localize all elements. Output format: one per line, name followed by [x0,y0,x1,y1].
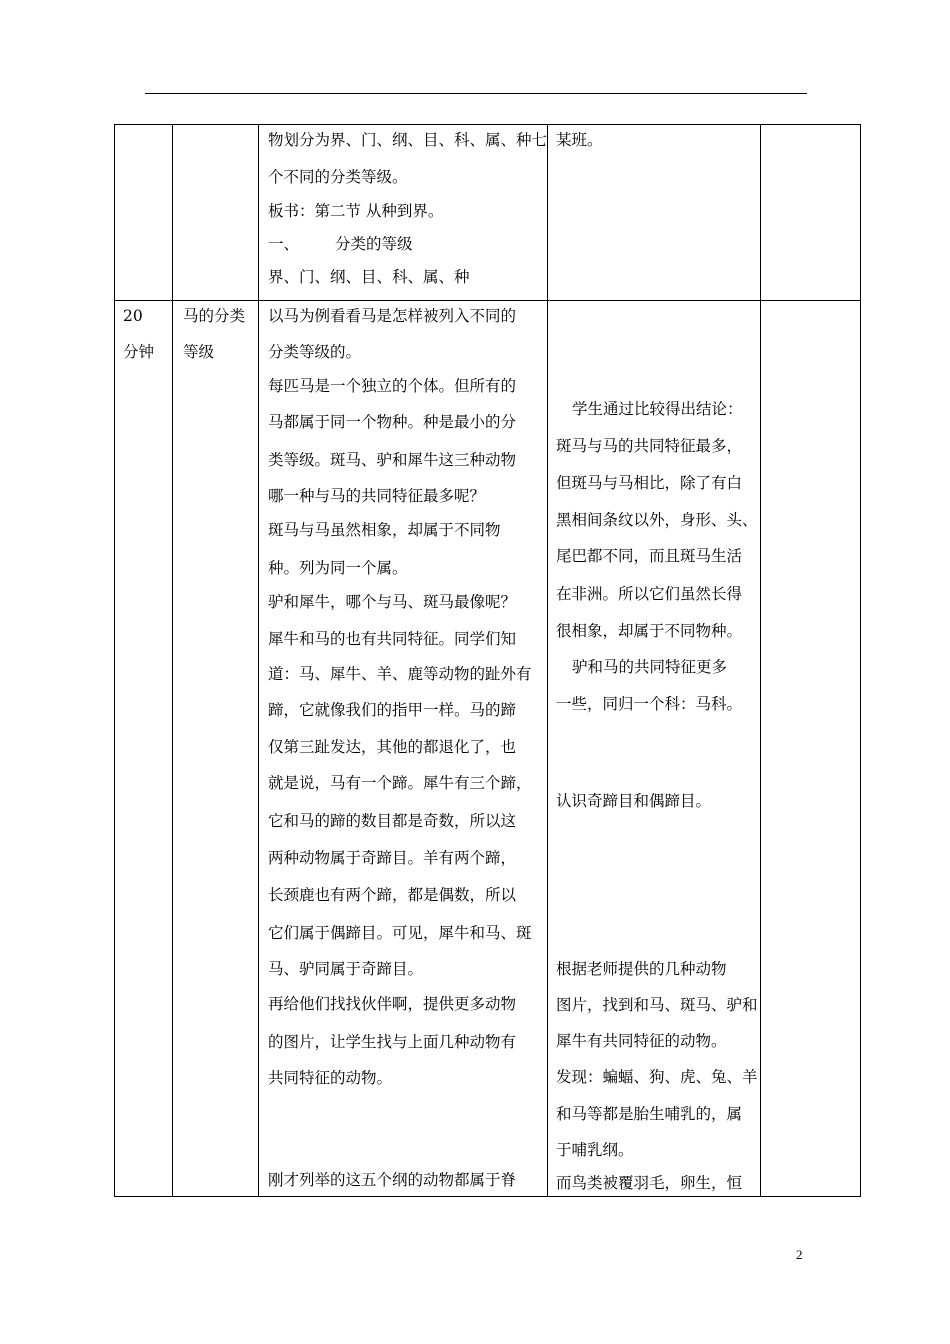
header-rule [145,93,807,94]
row1-content-line: 分类的等级 [335,235,413,253]
row2-content-line: 道：马、犀牛、羊、鹿等动物的趾外有 [268,665,532,683]
row2-student-line: 认识奇蹄目和偶蹄目。 [556,792,712,810]
row2-content-line: 类等级。斑马、驴和犀牛这三种动物 [268,451,517,469]
row1-content-line: 界、门、纲、目、科、属、种 [268,268,470,286]
row2-topic: 马的分类 [183,307,246,325]
row2-student-line: 很相象，却属于不同物种。 [556,622,743,640]
row2-student-line: 图片，找到和马、斑马、驴和 [556,996,758,1014]
row1-content-line: 物划分为界、门、纲、目、科、属、种七 [268,131,548,149]
row2-time: 分钟 [123,343,155,361]
row2-content-line: 马、驴同属于奇蹄目。 [268,960,424,978]
row2-student-line: 尾巴都不同，而且斑马生活 [556,547,743,565]
row2-student-line: 和马等都是胎生哺乳的，属 [556,1105,743,1123]
row2-student-line: 但斑马与马相比，除了有白 [556,474,743,492]
page-number: 2 [796,1247,803,1262]
row2-student-line: 根据老师提供的几种动物 [556,960,727,978]
row2-content-line: 每匹马是一个独立的个体。但所有的 [268,377,517,395]
row1-student-line: 某班。 [556,131,603,149]
row2-content-line: 犀牛和马的也有共同特征。同学们知 [268,630,517,648]
row2-content-line: 仅第三趾发达，其他的都退化了，也 [268,738,517,756]
row-divider [115,300,860,301]
row2-content-line: 分类等级的。 [268,343,362,361]
row2-content-line: 两种动物属于奇蹄目。羊有两个蹄， [268,849,517,867]
row2-content-line: 驴和犀牛，哪个与马、斑马最像呢？ [268,593,517,611]
row2-content-line: 长颈鹿也有两个蹄，都是偶数，所以 [268,886,517,904]
row2-student-line: 学生通过比较得出结论： [572,400,743,418]
row1-content-line: 一、 [268,235,300,253]
row2-content-line: 的图片，让学生找与上面几种动物有 [268,1033,517,1051]
row2-content-line: 以马为例看看马是怎样被列入不同的 [268,307,517,325]
col-divider-student [760,125,761,1196]
row2-student-line: 驴和马的共同特征更多 [572,658,728,676]
col-divider-content [547,125,548,1196]
row2-content-line: 它和马的蹄的数目都是奇数，所以这 [268,812,517,830]
row2-content-line: 蹄，它就像我们的指甲一样。马的蹄 [268,701,517,719]
row2-student-line: 犀牛有共同特征的动物。 [556,1032,727,1050]
row2-content-line: 马都属于同一个物种。种是最小的分 [268,413,517,431]
row2-content-line: 斑马与马虽然相象，却属于不同物 [268,521,501,539]
row1-content-line: 板书：第二节 从种到界。 [268,202,444,220]
row2-student-line: 于哺乳纲。 [556,1141,634,1159]
col-divider-time [172,125,173,1196]
row2-time: 20 [123,307,143,325]
row2-student-line: 一些，同归一个科：马科。 [556,695,743,713]
col-divider-topic [258,125,259,1196]
row2-content-line: 哪一种与马的共同特征最多呢？ [268,487,486,505]
row2-content-line: 刚才列举的这五个纲的动物都属于脊 [268,1171,517,1189]
row2-student-line: 斑马与马的共同特征最多， [556,437,743,455]
row2-student-line: 在非洲。所以它们虽然长得 [556,585,743,603]
row2-student-line: 而鸟类被覆羽毛，卵生，恒 [556,1174,743,1192]
row2-student-line: 黑相间条纹以外，身形、头、 [556,511,758,529]
row2-topic: 等级 [183,343,215,361]
row2-content-line: 就是说，马有一个蹄。犀牛有三个蹄， [268,774,532,792]
row2-content-line: 共同特征的动物。 [268,1069,393,1087]
row2-student-line: 发现：蝙蝠、狗、虎、兔、羊 [556,1068,758,1086]
row2-content-line: 它们属于偶蹄目。可见，犀牛和马、斑 [268,924,532,942]
row1-content-line: 个不同的分类等级。 [268,168,408,186]
row2-content-line: 种。列为同一个属。 [268,559,408,577]
row2-content-line: 再给他们找找伙伴啊，提供更多动物 [268,995,517,1013]
